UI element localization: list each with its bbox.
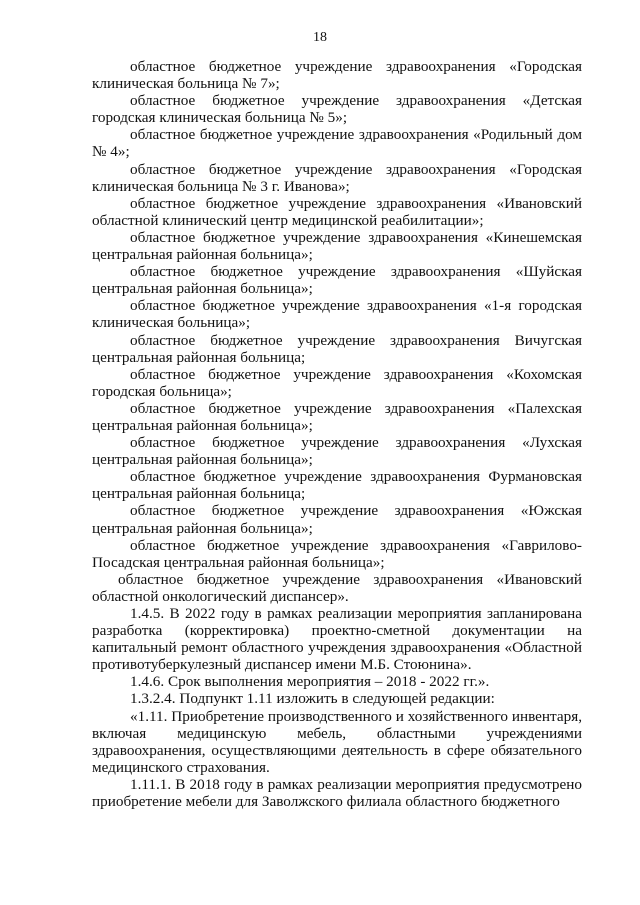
document-body [92,58,582,810]
paragraph-maternity-home-4: областное бюджетное учреждение здравоохранения «Родильный дом № 4»; [92,126,582,161]
paragraph-kineshma-hospital: областное бюджетное учреждение здравоохранения «Кинешемская центральная районная больница»; [92,228,582,264]
paragraph-palekh-hospital: областное бюджетное учреждение здравоохранения «Палехская центральная районная больница»; [92,399,582,434]
paragraph-gavrilov-posad-hospital: областное бюджетное учреждение здравоохранения «Гаврилово-Посадская центральная районная больница»; [92,536,582,571]
paragraph-first-city-hospital: областное бюджетное учреждение здравоохранения «1-я городская клиническая больница»; [92,297,582,332]
paragraph-hospital-7: областное бюджетное учреждение здравоохранения «Городская клиническая больница № 7»; [92,58,582,93]
paragraph-rehabilitation-center: областное бюджетное учреждение здравоохранения «Ивановский областной клинический центр медицинской реабилитации»; [92,194,582,229]
paragraph-oncology-dispensary: областное бюджетное учреждение здравоохранения «Ивановский областной онкологический диспансер». [92,570,582,605]
paragraph-item-1-11-1: 1.11.1. В 2018 году в рамках реализации мероприятия предусмотрено приобретение мебели для Заволжского филиала областного бюджетного [92,775,582,811]
paragraph-shuya-hospital: областное бюджетное учреждение здравоохранения «Шуйская центральная районная больница»; [92,263,582,298]
paragraph-item-1-4-5: 1.4.5. В 2022 году в рамках реализации мероприятия запланирована разработка (корректировка) проектно-сметной документации на капитальный ремонт областного учреждения здравоохранения «Областной противотуберкулезный диспансер имени М.Б. Стоюнина». [92,605,582,674]
paragraph-kokhma-hospital: областное бюджетное учреждение здравоохранения «Кохомская городская больница»; [92,365,582,400]
paragraph-item-1-11: «1.11. Приобретение производственного и хозяйственного инвентаря, включая медицинскую мебель, областными учреждениями здравоохранения, осуществляющими деятельность в сфере обязательного медицинского страхования. [92,707,582,776]
paragraph-lukh-hospital: областное бюджетное учреждение здравоохранения «Лухская центральная районная больница»; [92,434,582,469]
page-number: 18 [313,30,327,45]
paragraph-item-1-3-2-4: 1.3.2.4. Подпункт 1.11 изложить в следующей редакции: [130,690,495,708]
paragraph-vichuga-hospital: областное бюджетное учреждение здравоохранения Вичугская центральная районная больница; [92,331,582,366]
paragraph-yuzha-hospital: областное бюджетное учреждение здравоохранения «Южская центральная районная больница»; [92,502,582,537]
paragraph-item-1-4-6: 1.4.6. Срок выполнения мероприятия – 2018 - 2022 гг.». [130,673,490,691]
paragraph-furmanov-hospital: областное бюджетное учреждение здравоохранения Фурмановская центральная районная больница; [92,468,582,503]
paragraph-hospital-3-ivanovo: областное бюджетное учреждение здравоохранения «Городская клиническая больница № 3 г. Иванова»; [92,160,582,195]
paragraph-childrens-hospital-5: областное бюджетное учреждение здравоохранения «Детская городская клиническая больница № 5»; [92,92,582,127]
